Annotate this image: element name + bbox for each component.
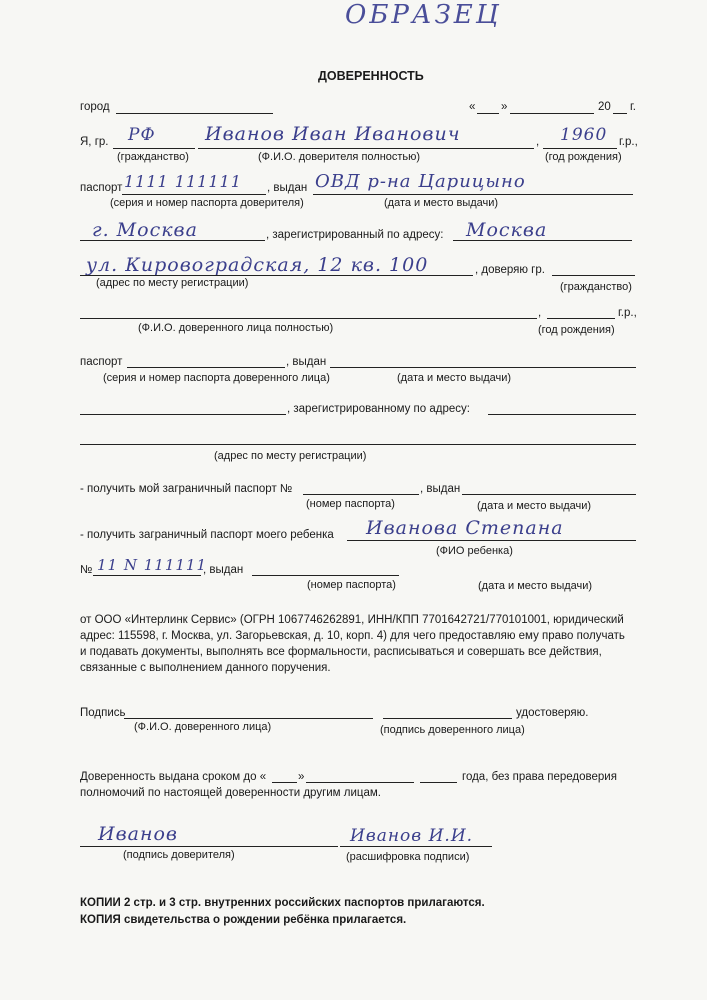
- validity-text-c: года, без права передоверия: [462, 771, 617, 783]
- cap-principal-issued: (дата и место выдачи): [384, 197, 499, 209]
- date-open-quote: «: [469, 101, 476, 113]
- principal-prefix: Я, гр.: [80, 136, 109, 148]
- principal-reg-label: , зарегистрированный по адресу:: [266, 229, 444, 241]
- item1-number-line: [303, 494, 419, 495]
- paragraph-line: связанные с выполнением данного поручения.: [80, 662, 331, 674]
- agent-sep: ,: [538, 307, 542, 319]
- agent-signature-line: [383, 718, 512, 719]
- principal-citizenship-value: РФ: [128, 125, 156, 145]
- principal-birth-line: [543, 148, 617, 149]
- item2-issued-label: , выдан: [203, 564, 244, 576]
- validity-text-a: Доверенность выдана сроком до «: [80, 771, 267, 783]
- item2-child-value: Иванова Степана: [366, 517, 564, 539]
- cap-principal-sign: (подпись доверителя): [123, 849, 235, 861]
- principal-fio-value: Иванов Иван Иванович: [205, 123, 461, 145]
- sample-stamp: ОБРАЗЕЦ: [345, 0, 502, 30]
- principal-reg-street-value: ул. Кировоградская, 12 кв. 100: [86, 254, 429, 276]
- principal-fio-line: [198, 148, 534, 149]
- principal-issued-line: [313, 194, 633, 195]
- item2-no-label: №: [80, 564, 93, 576]
- item2-child-line: [347, 540, 636, 541]
- validity-month-line: [306, 782, 414, 783]
- item1-label: - получить мой заграничный паспорт №: [80, 483, 293, 495]
- item2-issued-line: [252, 575, 399, 576]
- footer-note-2: КОПИЯ свидетельства о рождении ребёнка прилагается.: [80, 914, 407, 926]
- document-title: ДОВЕРЕННОСТЬ: [318, 69, 424, 83]
- paragraph-line: адрес: 115598, г. Москва, ул. Загорьевская, д. 10, корп. 4) для чего предоставляю ему право получать: [80, 630, 625, 642]
- agent-fio-line: [80, 318, 537, 319]
- paragraph-line: и подавать документы, выполнять все формальности, расписываться и совершать все действия,: [80, 646, 602, 658]
- cap-signature-fio: (Ф.И.О. доверенного лица): [134, 721, 272, 733]
- cap-item1-number: (номер паспорта): [306, 498, 395, 510]
- month-line: [510, 113, 594, 114]
- agent-reg-line-2: [80, 444, 636, 445]
- cap-signature-sign: (подпись доверенного лица): [380, 724, 525, 736]
- paragraph-line: от ООО «Интерлинк Сервис» (ОГРН 1067746262891, ИНН/КПП 7701642721/770101001, юридический: [80, 614, 624, 626]
- principal-birth-suffix: г.р.,: [619, 136, 638, 148]
- item2-number-line: [93, 575, 201, 576]
- principal-reg-city-line: [80, 240, 265, 241]
- agent-citizenship-line: [552, 275, 635, 276]
- date-close-quote: »: [501, 101, 508, 113]
- agent-birth-suffix: г.р.,: [618, 307, 637, 319]
- cap-agent-fio: (Ф.И.О. доверенного лица полностью): [138, 322, 334, 334]
- cap-agent-issued: (дата и место выдачи): [397, 372, 512, 384]
- cap-item2-issued: (дата и место выдачи): [478, 580, 593, 592]
- item1-issued-line: [462, 494, 636, 495]
- agent-signature-fio-line: [124, 718, 373, 719]
- cap-principal-birth: (год рождения): [545, 151, 622, 163]
- validity-text-b: »: [298, 771, 305, 783]
- agent-reg-line-1b: [488, 414, 636, 415]
- city-label: город: [80, 101, 110, 113]
- certify-label: удостоверяю.: [516, 707, 589, 719]
- principal-birth-value: 1960: [560, 125, 608, 145]
- cap-principal-passport: (серия и номер паспорта доверителя): [110, 197, 304, 209]
- cap-principal-decode: (расшифровка подписи): [346, 851, 470, 863]
- cap-item2-number: (номер паспорта): [307, 579, 396, 591]
- cap-agent-reg: (адрес по месту регистрации): [214, 450, 367, 462]
- cap-principal-reg: (адрес по месту регистрации): [96, 277, 249, 289]
- signature-label: Подпись: [80, 707, 126, 719]
- agent-passport-label: паспорт: [80, 356, 123, 368]
- agent-reg-line-1a: [80, 414, 286, 415]
- item2-number-value: 11 N 111111: [97, 556, 208, 574]
- agent-issued-line: [330, 367, 636, 368]
- principal-reg-city-value: г. Москва: [92, 219, 198, 241]
- principal-sep: ,: [536, 136, 540, 148]
- principal-signature-value: Иванов: [98, 823, 178, 845]
- principal-passport-label: паспорт: [80, 182, 123, 194]
- principal-reg-city2-value: Москва: [466, 219, 548, 241]
- cap-item1-issued: (дата и место выдачи): [477, 500, 592, 512]
- cap-item2-child: (ФИО ребенка): [436, 545, 513, 557]
- agent-passport-line: [127, 367, 285, 368]
- principal-reg-city2-line: [453, 240, 632, 241]
- principal-reg-street-line: [80, 275, 473, 276]
- agent-reg-label: , зарегистрированному по адресу:: [287, 403, 470, 415]
- principal-issued-value: ОВД р-на Царицыно: [315, 171, 526, 192]
- city-line: [116, 113, 273, 114]
- principal-passport-line: [122, 194, 266, 195]
- cap-principal-fio: (Ф.И.О. доверителя полностью): [258, 151, 421, 163]
- item1-issued-label: , выдан: [420, 483, 461, 495]
- validity-text-2: полномочий по настоящей доверенности другим лицам.: [80, 787, 382, 799]
- trust-label: , доверяю гр.: [475, 264, 545, 276]
- year-line: [613, 113, 627, 114]
- item2-label: - получить заграничный паспорт моего ребенка: [80, 529, 334, 541]
- principal-decode-line: [340, 846, 492, 847]
- validity-day-line: [272, 782, 297, 783]
- cap-agent-citizenship: (гражданство): [560, 281, 632, 293]
- year-prefix: 20: [598, 101, 611, 113]
- agent-birth-line: [547, 318, 615, 319]
- principal-passport-value: 1111 111111: [124, 172, 242, 191]
- principal-issued-label: , выдан: [267, 182, 308, 194]
- principal-signature-line: [80, 846, 338, 847]
- principal-citizenship-line: [113, 148, 195, 149]
- agent-issued-label: , выдан: [286, 356, 327, 368]
- footer-note-1: КОПИИ 2 стр. и 3 стр. внутренних российских паспортов прилагаются.: [80, 897, 485, 909]
- cap-agent-passport: (серия и номер паспорта доверенного лица): [103, 372, 330, 384]
- principal-decode-value: Иванов И.И.: [350, 826, 474, 846]
- day-line: [477, 113, 499, 114]
- cap-agent-birth: (год рождения): [538, 324, 615, 336]
- year-suffix: г.: [630, 101, 636, 113]
- validity-year-line: [420, 782, 457, 783]
- cap-principal-citizenship: (гражданство): [117, 151, 189, 163]
